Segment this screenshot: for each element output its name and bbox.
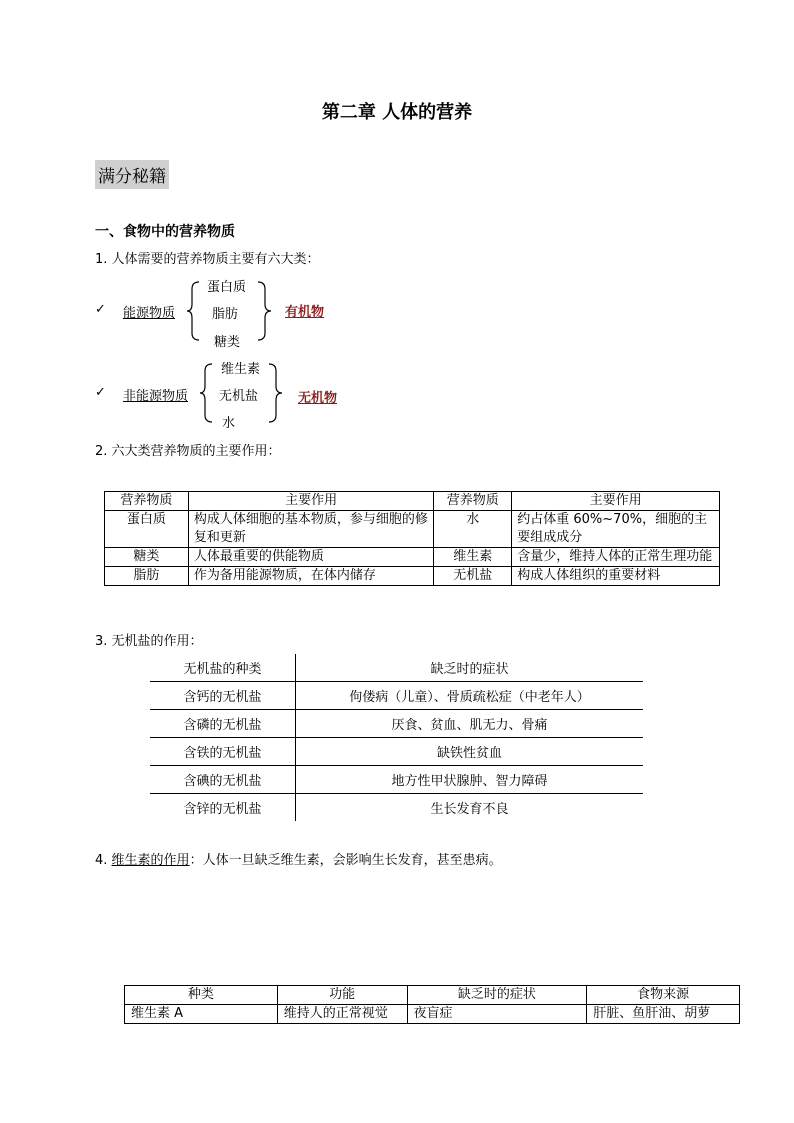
group1-result: 有机物 [285,305,325,320]
group1-item: 脂肪 [212,307,239,322]
group2-label: 非能源物质 [123,389,189,404]
section-heading: 一、食物中的营养物质 [95,224,235,240]
table-header: 食物来源 [587,986,740,1005]
table-row [125,1005,740,1024]
table-cell: 维生素 A [125,1005,278,1024]
table-row [105,567,720,586]
table-header: 主要作用 [188,492,434,511]
table-cell: 含锌的无机盐 [150,794,296,822]
table-row [150,738,643,766]
page-title: 第二章 人体的营养 [321,102,473,123]
table-row [150,682,643,710]
table-cell: 厌食、贫血、肌无力、骨痛 [296,710,644,738]
group1-item: 蛋白质 [207,280,247,295]
table-header-row [125,986,740,1005]
table-header: 缺乏时的症状 [407,986,587,1005]
table-cell: 维生素 [434,548,512,567]
table-row [150,794,643,822]
table-cell: 夜盲症 [407,1005,587,1024]
table-row [105,548,720,567]
left-brace-icon [185,280,205,342]
right-brace-icon [265,362,285,424]
group2-item: 水 [222,416,236,431]
paragraph-1: 1. 人体需要的营养物质主要有六大类： [95,252,320,267]
table-header: 功能 [277,986,407,1005]
table-cell: 人体最重要的供能物质 [188,548,434,567]
table-cell: 水 [434,511,512,548]
table-row [150,766,643,794]
table-header-row [105,492,720,511]
table-cell: 含碘的无机盐 [150,766,296,794]
table-cell: 糖类 [105,548,189,567]
table-header-row [150,654,643,682]
table-cell: 含钙的无机盐 [150,682,296,710]
check-icon: ✓ [95,385,106,400]
table-cell: 维持人的正常视觉 [277,1005,407,1024]
check-icon: ✓ [95,302,106,317]
table-cell: 缺铁性贫血 [296,738,644,766]
nutrient-table [104,491,720,586]
table-row [150,710,643,738]
table-cell: 肝脏、鱼肝油、胡萝 [587,1005,740,1024]
table-cell: 约占体重 60%~70%，细胞的主要组成成分 [512,511,720,548]
table-row [105,511,720,548]
mineral-table [150,654,643,821]
table-cell: 脂肪 [105,567,189,586]
paragraph-3: 3. 无机盐的作用： [95,634,203,649]
group1-item: 糖类 [214,335,241,350]
table-cell: 含铁的无机盐 [150,738,296,766]
table-header: 营养物质 [434,492,512,511]
paragraph-2: 2. 六大类营养物质的主要作用： [95,444,281,459]
table-header: 营养物质 [105,492,189,511]
tag-label: 满分秘籍 [95,160,169,189]
table-cell: 构成人体组织的重要材料 [512,567,720,586]
paragraph-4-number: 4. [95,853,112,868]
table-cell: 佝偻病（儿童）、骨质疏松症（中老年人） [296,682,644,710]
paragraph-4-term: 维生素的作用 [111,853,190,868]
group2-item: 无机盐 [219,389,259,404]
table-cell: 蛋白质 [105,511,189,548]
group2-result: 无机物 [298,391,338,406]
table-header: 无机盐的种类 [150,654,296,682]
table-header: 缺乏时的症状 [296,654,644,682]
table-cell: 生长发育不良 [430,802,509,817]
paragraph-4 [95,849,502,868]
table-header: 种类 [125,986,278,1005]
left-brace-icon [198,362,218,424]
table-header: 主要作用 [512,492,720,511]
vitamin-table [124,985,740,1024]
table-cell: 构成人体细胞的基本物质，参与细胞的修复和更新 [188,511,434,548]
table-cell: 无机盐 [434,567,512,586]
right-brace-icon [254,280,274,342]
paragraph-4-text: ：人体一旦缺乏维生素，会影响生长发育，甚至患病。 [189,853,502,868]
group1-label: 能源物质 [123,306,176,321]
group2-item: 维生素 [221,362,261,377]
table-cell: 含量少，维持人体的正常生理功能 [512,548,720,567]
table-cell: 含磷的无机盐 [150,710,296,738]
table-cell: 作为备用能源物质，在体内储存 [188,567,434,586]
table-cell: 地方性甲状腺肿、智力障碍 [296,766,644,794]
